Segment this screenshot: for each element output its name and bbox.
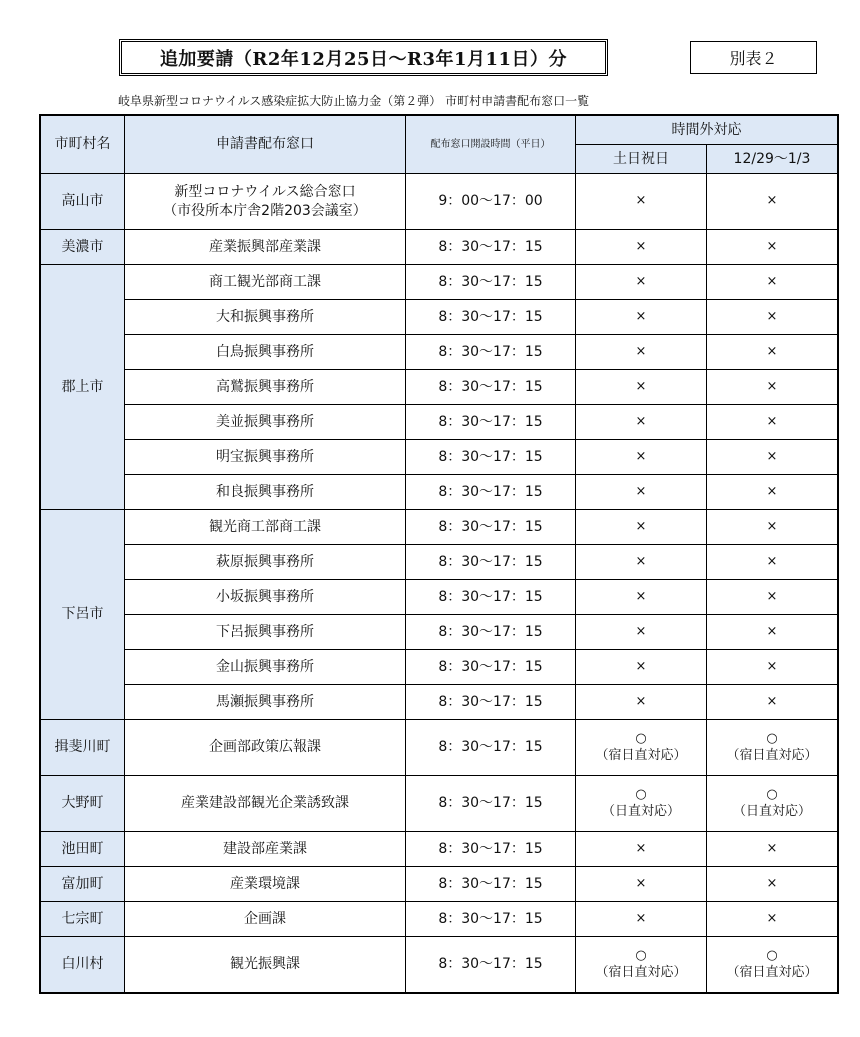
- window-cell: [125, 776, 406, 832]
- weekend-cell: [576, 545, 707, 580]
- hours-cell: 8：30～17：15: [406, 685, 576, 720]
- window-cell: [125, 335, 406, 370]
- newyear-cell: [707, 475, 838, 510]
- window-cell: [125, 405, 406, 440]
- window-name: 企画部政策広報課: [209, 739, 321, 756]
- weekend-cell: [576, 720, 707, 776]
- table-row: [41, 370, 838, 405]
- newyear-cell: [707, 300, 838, 335]
- newyear-cell: [707, 580, 838, 615]
- hours-cell: 8：30～17：15: [406, 545, 576, 580]
- table-row: [41, 615, 838, 650]
- newyear-cell: [707, 902, 838, 937]
- municipality-cell: 大野町: [41, 776, 125, 832]
- newyear-cell: [707, 720, 838, 776]
- municipality-cell: 郡上市: [41, 265, 125, 510]
- window-name: 産業建設部観光企業誘致課: [181, 795, 349, 812]
- availability-mark: ×: [635, 875, 647, 891]
- newyear-cell: [707, 545, 838, 580]
- newyear-cell: [707, 370, 838, 405]
- weekend-cell: [576, 615, 707, 650]
- hours-cell: 8：30～17：15: [406, 902, 576, 937]
- hours-cell: 8：30～17：15: [406, 230, 576, 265]
- availability-mark: ×: [635, 553, 647, 569]
- window-cell: [125, 545, 406, 580]
- availability-mark: ×: [635, 483, 647, 499]
- window-name: 産業振興部産業課: [209, 238, 321, 255]
- newyear-cell: [707, 265, 838, 300]
- weekend-cell: [576, 174, 707, 230]
- window-cell: [125, 174, 406, 230]
- weekend-cell: [576, 370, 707, 405]
- header-municipality: 市町村名: [41, 116, 125, 174]
- table-row: [41, 335, 838, 370]
- newyear-cell: [707, 685, 838, 720]
- table-row: [41, 902, 838, 937]
- newyear-cell: [707, 650, 838, 685]
- weekend-cell: [576, 902, 707, 937]
- weekend-cell: [576, 475, 707, 510]
- newyear-cell: [707, 440, 838, 475]
- availability-mark: ×: [635, 238, 647, 254]
- availability-mark: ×: [635, 378, 647, 394]
- window-name: 大和振興事務所: [216, 308, 314, 325]
- hours-cell: 8：30～17：15: [406, 475, 576, 510]
- table-row: [41, 405, 838, 440]
- availability-mark: ×: [766, 308, 778, 324]
- window-cell: [125, 902, 406, 937]
- table-row: [41, 937, 838, 993]
- availability-mark: ○: [635, 947, 647, 963]
- availability-mark: ×: [635, 623, 647, 639]
- table-body: [41, 174, 838, 993]
- header-after-hours: 時間外対応: [576, 116, 838, 145]
- table-row: [41, 265, 838, 300]
- availability-note: （宿日直対応）: [726, 964, 818, 980]
- availability-mark: ×: [766, 378, 778, 394]
- availability-mark: ○: [635, 786, 647, 802]
- availability-mark: ×: [635, 193, 647, 209]
- availability-mark: ○: [635, 730, 647, 746]
- availability-mark: ×: [766, 840, 778, 856]
- municipality-cell: 下呂市: [41, 510, 125, 720]
- weekend-cell: [576, 776, 707, 832]
- table-row: [41, 867, 838, 902]
- hours-cell: 8：30～17：15: [406, 867, 576, 902]
- availability-mark: ○: [766, 947, 778, 963]
- availability-mark: ×: [766, 483, 778, 499]
- newyear-cell: [707, 832, 838, 867]
- hours-cell: 8：30～17：15: [406, 832, 576, 867]
- hours-cell: 8：30～17：15: [406, 937, 576, 993]
- availability-mark: ×: [766, 553, 778, 569]
- weekend-cell: [576, 440, 707, 475]
- weekend-cell: [576, 335, 707, 370]
- availability-mark: ×: [766, 343, 778, 359]
- newyear-cell: [707, 405, 838, 440]
- availability-mark: ×: [766, 588, 778, 604]
- window-name: 商工観光部商工課: [209, 273, 321, 290]
- weekend-cell: [576, 867, 707, 902]
- table-row: [41, 685, 838, 720]
- window-cell: [125, 867, 406, 902]
- appendix-label: 別表２: [690, 41, 817, 74]
- weekend-cell: [576, 300, 707, 335]
- window-name: 萩原振興事務所: [216, 553, 314, 570]
- table-row: [41, 650, 838, 685]
- hours-cell: 8：30～17：15: [406, 776, 576, 832]
- table-row: [41, 440, 838, 475]
- weekend-cell: [576, 650, 707, 685]
- hours-cell: 9：00～17：00: [406, 174, 576, 230]
- header-hours: 配布窓口開設時間（平日）: [406, 116, 576, 174]
- window-name: 小坂振興事務所: [216, 588, 314, 605]
- availability-note: （宿日直対応）: [726, 747, 818, 763]
- hours-cell: 8：30～17：15: [406, 650, 576, 685]
- availability-mark: ×: [766, 413, 778, 429]
- hours-cell: 8：30～17：15: [406, 510, 576, 545]
- window-cell: [125, 832, 406, 867]
- hours-cell: 8：30～17：15: [406, 335, 576, 370]
- table-row: [41, 475, 838, 510]
- hours-cell: 8：30～17：15: [406, 580, 576, 615]
- window-name: 下呂振興事務所: [216, 623, 314, 640]
- header-newyear: 12/29～1/3: [707, 145, 838, 174]
- weekend-cell: [576, 685, 707, 720]
- availability-mark: ×: [635, 910, 647, 926]
- availability-mark: ×: [635, 273, 647, 289]
- window-name: 新型コロナウイルス総合窓口: [174, 184, 356, 201]
- window-name: 建設部産業課: [223, 840, 307, 857]
- municipality-cell: 美濃市: [41, 230, 125, 265]
- table-row: [41, 510, 838, 545]
- header-window: 申請書配布窓口: [125, 116, 406, 174]
- municipality-cell: 揖斐川町: [41, 720, 125, 776]
- weekend-cell: [576, 230, 707, 265]
- window-name: 白鳥振興事務所: [216, 343, 314, 360]
- window-cell: [125, 300, 406, 335]
- window-name: 観光商工部商工課: [209, 518, 321, 535]
- availability-mark: ×: [766, 448, 778, 464]
- document-title: 追加要請（R2年12月25日～R3年1月11日）分: [119, 39, 608, 76]
- hours-cell: 8：30～17：15: [406, 300, 576, 335]
- table-row: [41, 720, 838, 776]
- newyear-cell: [707, 510, 838, 545]
- availability-mark: ×: [766, 193, 778, 209]
- newyear-cell: [707, 776, 838, 832]
- availability-mark: ×: [766, 658, 778, 674]
- availability-mark: ×: [766, 875, 778, 891]
- availability-note: （宿日直対応）: [595, 747, 687, 763]
- window-cell: [125, 510, 406, 545]
- availability-note: （日直対応）: [732, 803, 811, 819]
- window-location: （市役所本庁舎2階203会議室）: [163, 202, 367, 219]
- hours-cell: 8：30～17：15: [406, 720, 576, 776]
- hours-cell: 8：30～17：15: [406, 405, 576, 440]
- availability-mark: ×: [635, 518, 647, 534]
- newyear-cell: [707, 937, 838, 993]
- weekend-cell: [576, 937, 707, 993]
- window-cell: [125, 230, 406, 265]
- availability-mark: ×: [766, 238, 778, 254]
- window-name: 金山振興事務所: [216, 658, 314, 675]
- window-cell: [125, 615, 406, 650]
- availability-mark: ×: [766, 518, 778, 534]
- municipality-cell: 高山市: [41, 174, 125, 230]
- availability-mark: ×: [635, 448, 647, 464]
- availability-mark: ×: [766, 623, 778, 639]
- window-name: 企画課: [244, 910, 286, 927]
- availability-mark: ×: [635, 693, 647, 709]
- municipality-cell: 白川村: [41, 937, 125, 993]
- table-row: [41, 776, 838, 832]
- weekend-cell: [576, 405, 707, 440]
- availability-mark: ×: [635, 343, 647, 359]
- municipality-cell: 富加町: [41, 867, 125, 902]
- window-cell: [125, 370, 406, 405]
- availability-mark: ×: [635, 413, 647, 429]
- window-name: 産業環境課: [230, 875, 300, 892]
- availability-note: （宿日直対応）: [595, 964, 687, 980]
- municipality-cell: 七宗町: [41, 902, 125, 937]
- availability-mark: ×: [635, 588, 647, 604]
- newyear-cell: [707, 615, 838, 650]
- newyear-cell: [707, 230, 838, 265]
- table-row: [41, 230, 838, 265]
- header-weekend: 土日祝日: [576, 145, 707, 174]
- window-cell: [125, 937, 406, 993]
- window-cell: [125, 720, 406, 776]
- newyear-cell: [707, 335, 838, 370]
- availability-mark: ×: [766, 273, 778, 289]
- hours-cell: 8：30～17：15: [406, 265, 576, 300]
- table-row: [41, 545, 838, 580]
- weekend-cell: [576, 580, 707, 615]
- window-cell: [125, 440, 406, 475]
- window-name: 明宝振興事務所: [216, 448, 314, 465]
- availability-mark: ○: [766, 786, 778, 802]
- availability-mark: ×: [766, 693, 778, 709]
- window-name: 美並振興事務所: [216, 413, 314, 430]
- weekend-cell: [576, 510, 707, 545]
- table-row: [41, 832, 838, 867]
- window-cell: [125, 685, 406, 720]
- hours-cell: 8：30～17：15: [406, 440, 576, 475]
- window-list-table: [40, 115, 838, 993]
- hours-cell: 8：30～17：15: [406, 615, 576, 650]
- newyear-cell: [707, 174, 838, 230]
- availability-mark: ○: [766, 730, 778, 746]
- window-cell: [125, 580, 406, 615]
- availability-mark: ×: [635, 658, 647, 674]
- municipality-cell: 池田町: [41, 832, 125, 867]
- window-name: 和良振興事務所: [216, 483, 314, 500]
- document-subtitle: 岐阜県新型コロナウイルス感染症拡大防止協力金（第２弾） 市町村申請書配布窓口一覧: [118, 94, 590, 108]
- window-name: 馬瀬振興事務所: [216, 693, 314, 710]
- hours-cell: 8：30～17：15: [406, 370, 576, 405]
- availability-note: （日直対応）: [601, 803, 680, 819]
- weekend-cell: [576, 265, 707, 300]
- weekend-cell: [576, 832, 707, 867]
- availability-mark: ×: [635, 840, 647, 856]
- table-row: [41, 174, 838, 230]
- table-row: [41, 580, 838, 615]
- window-cell: [125, 265, 406, 300]
- window-name: 観光振興課: [230, 956, 300, 973]
- table-row: [41, 300, 838, 335]
- window-cell: [125, 650, 406, 685]
- window-cell: [125, 475, 406, 510]
- window-name: 高鷲振興事務所: [216, 378, 314, 395]
- availability-mark: ×: [635, 308, 647, 324]
- availability-mark: ×: [766, 910, 778, 926]
- newyear-cell: [707, 867, 838, 902]
